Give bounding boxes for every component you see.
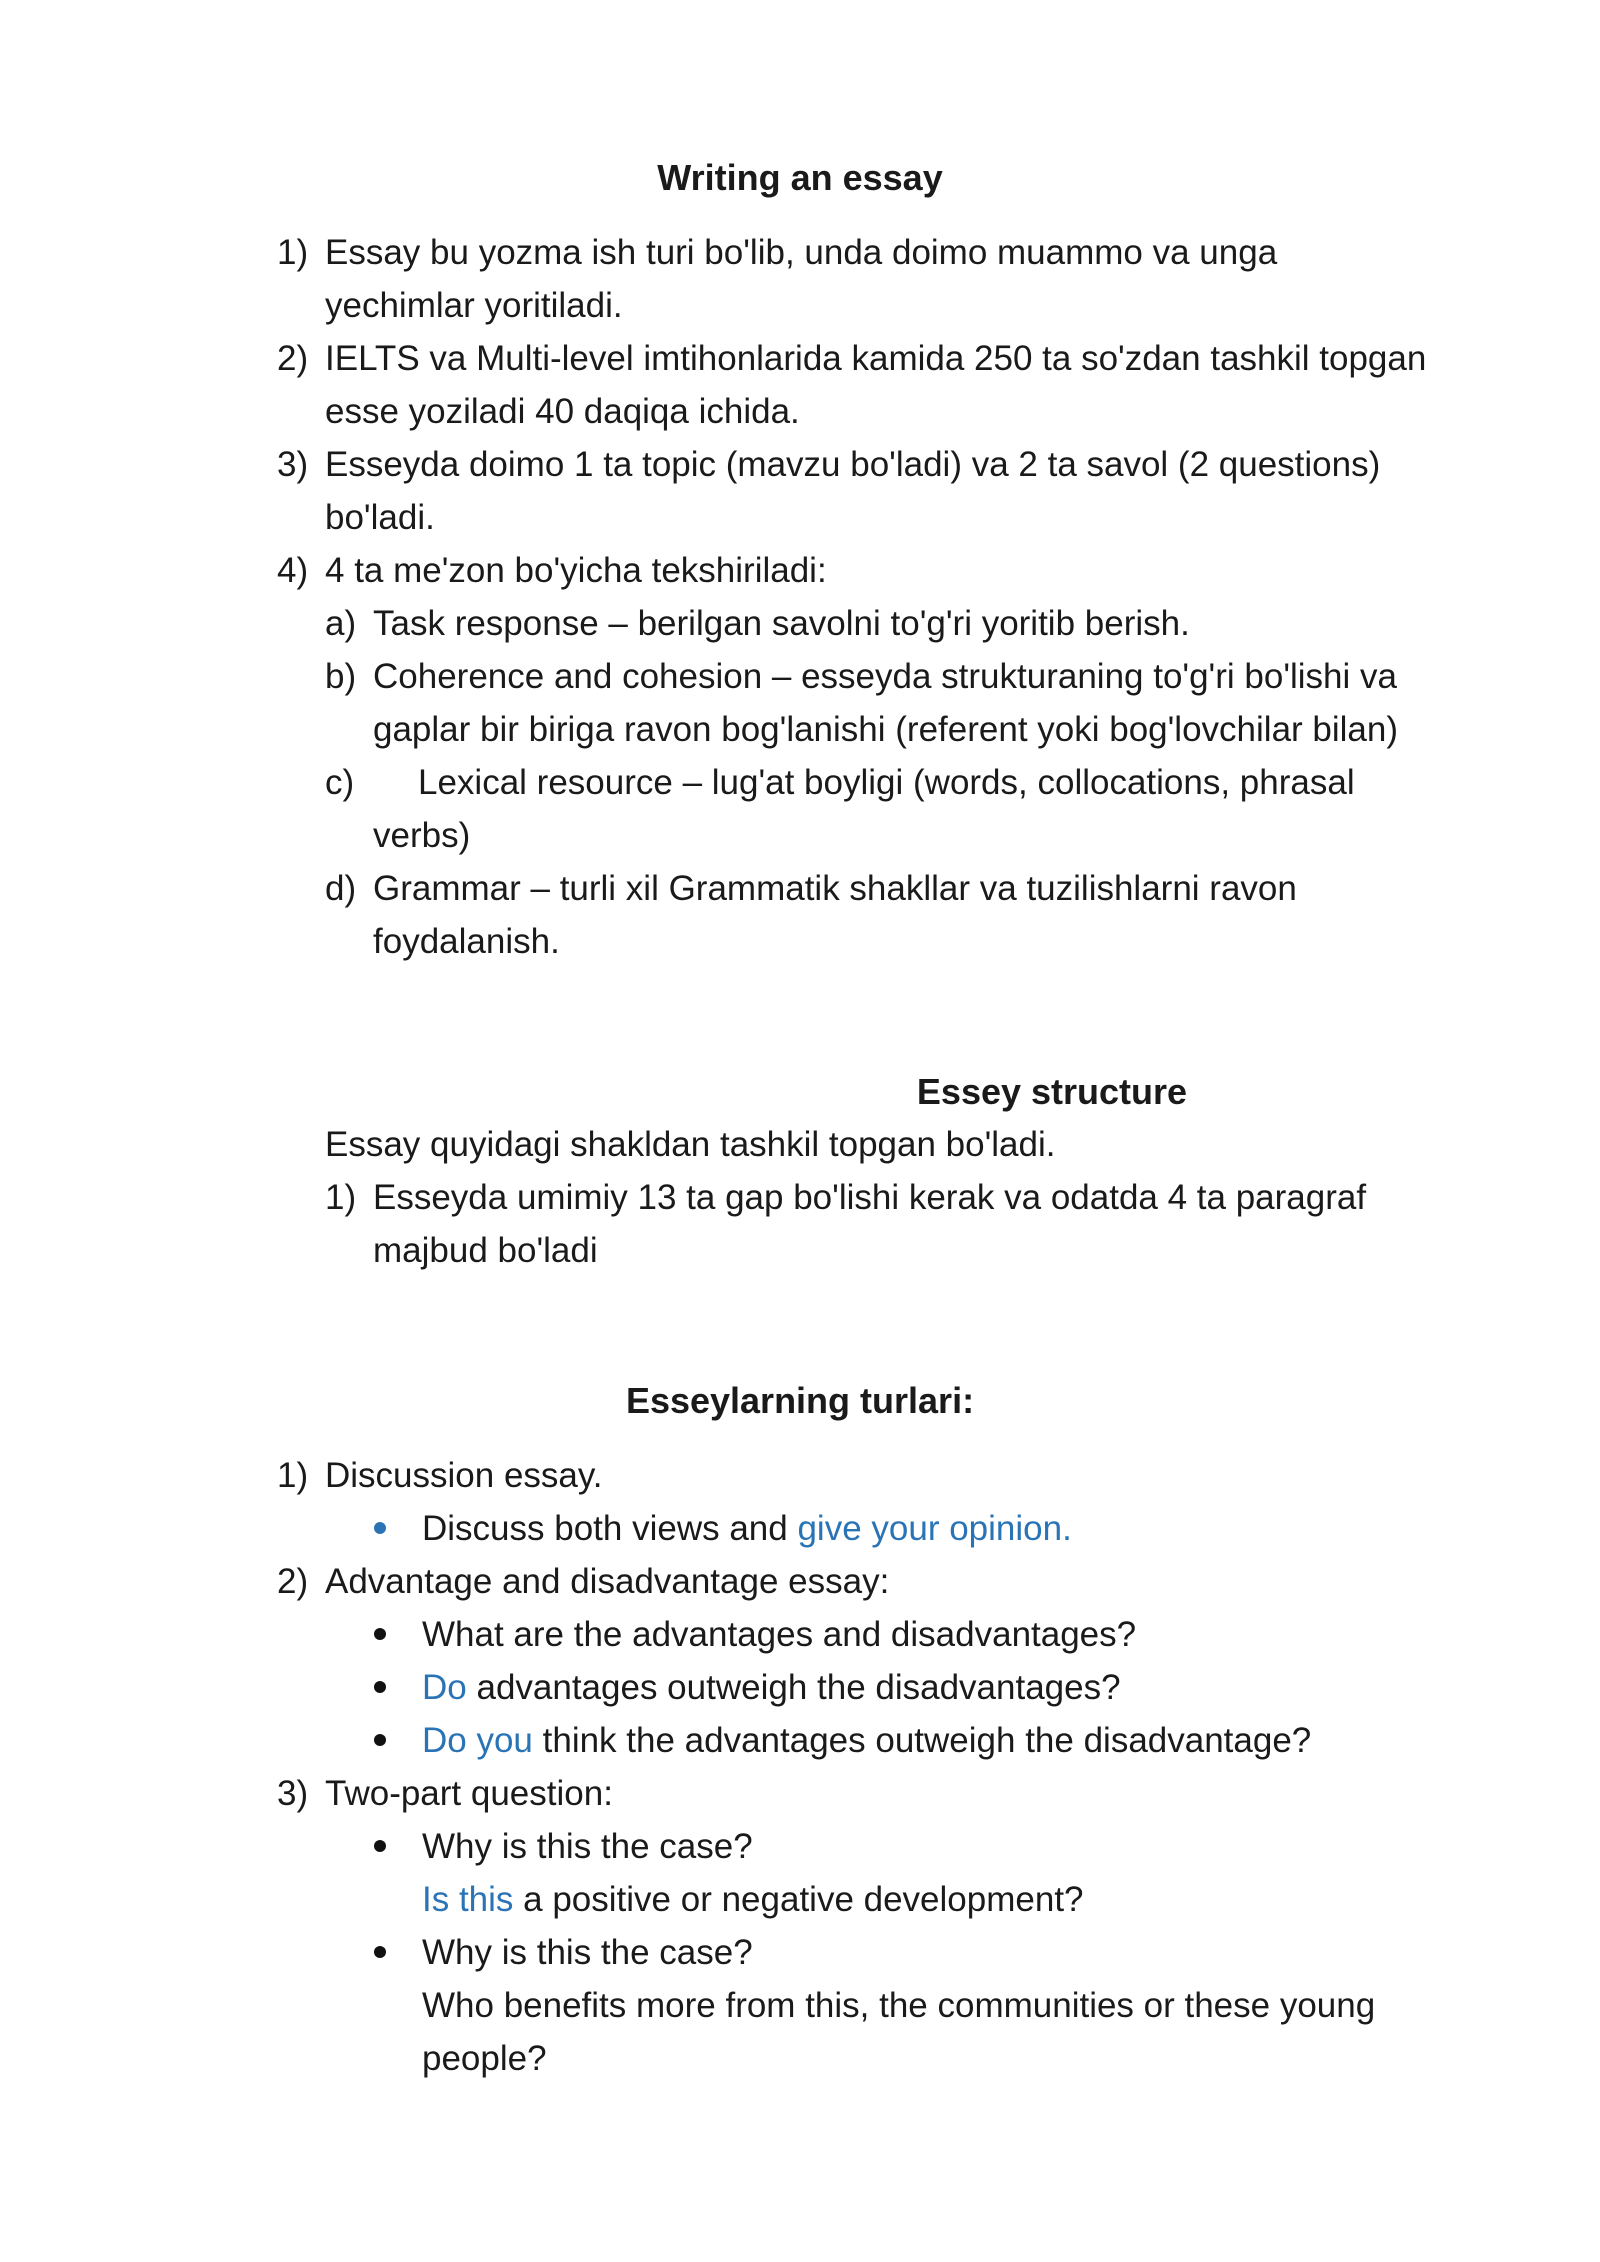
list-text: bo'ladi. (325, 498, 435, 537)
bullet-icon (374, 1946, 386, 1958)
heading-writing-an-essay: Writing an essay (657, 157, 943, 198)
bullet-text-continued: people? (422, 2039, 547, 2078)
bullet-text: Why is this the case? (422, 1827, 753, 1866)
sublist-text: foydalanish. (373, 922, 560, 961)
bullet-icon (374, 1628, 386, 1640)
bullet-icon (374, 1522, 386, 1534)
bullet-text-continued: Is this a positive or negative development? (422, 1880, 1084, 1919)
sublist-text: Coherence and cohesion – esseyda strukturaning to'g'ri bo'lishi va (373, 657, 1397, 696)
essay-type-label: Discussion essay. (325, 1456, 603, 1495)
heading-essey-structure: Essey structure (916, 1071, 1188, 1112)
list-number: 4) (277, 551, 309, 590)
list-text: Esseyda umimiy 13 ta gap bo'lishi kerak va odatda 4 ta paragraf (373, 1178, 1367, 1217)
bullet-text: Do advantages outweigh the disadvantages? (422, 1668, 1121, 1707)
list-number: 1) (277, 1456, 309, 1495)
list-text: majbud bo'ladi (373, 1231, 598, 1270)
essay-type-label: Advantage and disadvantage essay: (325, 1562, 890, 1601)
list-number: 2) (277, 1562, 309, 1601)
list-number: 1) (325, 1178, 357, 1217)
bullet-text: Do you think the advantages outweigh the disadvantage? (422, 1721, 1312, 1760)
list-text: 4 ta me'zon bo'yicha tekshiriladi: (325, 551, 827, 590)
bullet-icon (374, 1681, 386, 1693)
list-text: yechimlar yoritiladi. (325, 286, 623, 325)
list-text: Essay bu yozma ish turi bo'lib, unda doimo muammo va unga (325, 233, 1278, 272)
bullet-icon (374, 1840, 386, 1852)
list-text: Esseyda doimo 1 ta topic (mavzu bo'ladi) va 2 ta savol (2 questions) (325, 445, 1381, 484)
bullet-text: What are the advantages and disadvantages? (422, 1615, 1137, 1654)
sublist-letter: a) (325, 604, 357, 643)
list-number: 3) (277, 1774, 309, 1813)
list-number: 1) (277, 233, 309, 272)
list-number: 2) (277, 339, 309, 378)
sublist-text: verbs) (373, 816, 471, 855)
list-text: IELTS va Multi-level imtihonlarida kamida 250 ta so'zdan tashkil topgan (325, 339, 1427, 378)
sublist-letter: d) (325, 869, 357, 908)
bullet-text-continued: Who benefits more from this, the communities or these young (422, 1986, 1376, 2025)
list-number: 3) (277, 445, 309, 484)
essay-type-label: Two-part question: (325, 1774, 613, 1813)
sublist-text: Task response – berilgan savolni to'g'ri yoritib berish. (373, 604, 1190, 643)
sublist-letter: c) (325, 763, 355, 802)
heading-esseylarning-turlari: Esseylarning turlari: (625, 1380, 975, 1421)
sublist-text: Lexical resource – lug'at boyligi (words, collocations, phrasal (418, 763, 1355, 802)
list-text: esse yoziladi 40 daqiqa ichida. (325, 392, 800, 431)
sublist-text: gaplar bir biriga ravon bog'lanishi (referent yoki bog'lovchilar bilan) (373, 710, 1399, 749)
bullet-icon (374, 1734, 386, 1746)
sublist-text: Grammar – turli xil Grammatik shakllar va tuzilishlarni ravon (373, 869, 1297, 908)
structure-intro: Essay quyidagi shakldan tashkil topgan bo'ladi. (325, 1125, 1056, 1164)
bullet-text: Discuss both views and give your opinion. (422, 1509, 1072, 1548)
bullet-text: Why is this the case? (422, 1933, 753, 1972)
sublist-letter: b) (325, 657, 357, 696)
